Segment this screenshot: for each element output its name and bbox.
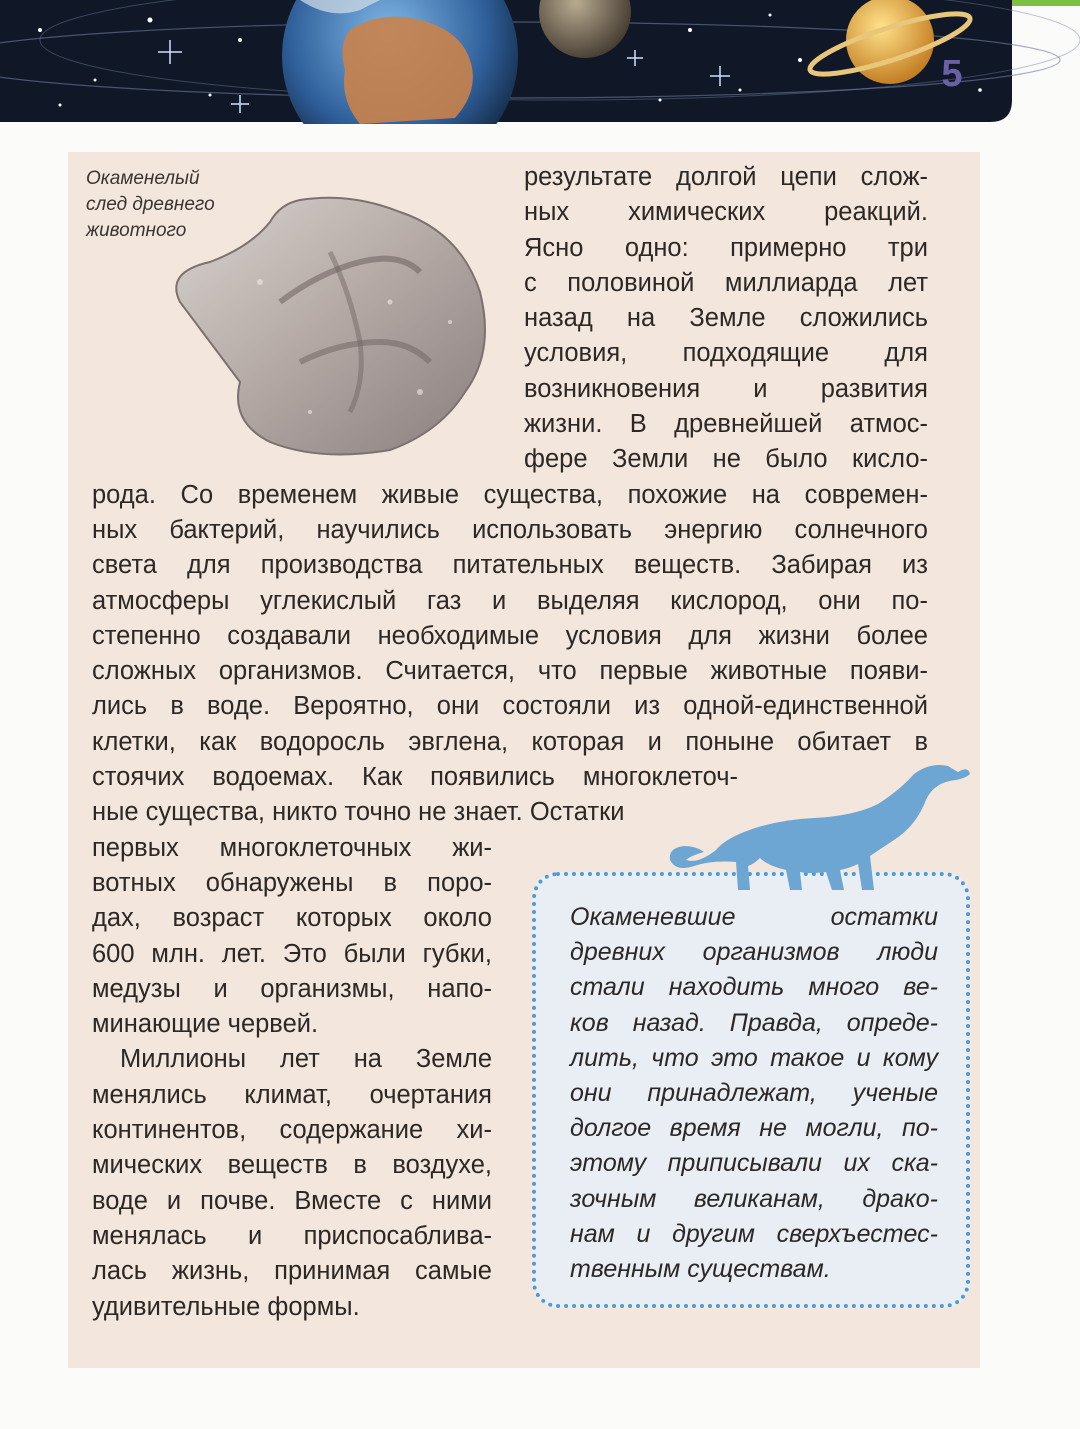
info-line: лить, что это такое и кому [570,1043,938,1072]
text-line: атмосферы углекислый газ и выделяя кислород, они по- [92,586,928,615]
info-line: нам и другим сверхъестес- [570,1219,938,1248]
caption-line: животного [86,220,187,241]
text-line: ные существа, никто точно не знает. Остатки [92,798,625,827]
info-line: долгое время не могли, по- [570,1114,938,1143]
text-line: вотных обнаружены в поро- [92,868,492,897]
text-line: назад на Земле сложились [524,304,928,333]
text-line: клетки, как водоросль эвглена, которая и поныне обитает в [92,727,928,756]
text-line: воде и почве. Вместе с ними [92,1186,492,1215]
text-line: Ясно одно: примерно три [524,233,928,262]
page-number: 5 [941,53,963,95]
text-line: ных химических реакций. [524,198,928,227]
text-line: мических веществ в воздухе, [92,1151,492,1180]
text-line: условия, подходящие для [524,339,928,368]
text-line: 600 млн. лет. Это были губки, [92,939,492,968]
text-line: света для производства питательных веществ. Забирая из [92,551,928,580]
caption-line: Окаменелый [86,168,200,189]
caption-line: след древнего [86,194,215,215]
info-line: твенным существам. [570,1254,831,1283]
text-line: сложных организмов. Считается, что первые животные появи- [92,657,928,686]
fossil-footprint-image [160,192,500,462]
text-line: минающие червей. [92,1010,319,1039]
text-line: ных бактерий, научились использовать энергию солнечного [92,515,928,544]
info-line: древних организмов люди [570,938,938,967]
info-line: зочным великанам, драко- [570,1184,938,1213]
info-box [532,872,970,1308]
text-line: жизни. В древнейшей атмос- [524,410,928,439]
info-line: Окаменевшие остатки [570,903,938,931]
text-line: степенно создавали необходимые условия для жизни более [92,621,928,650]
info-line: ков назад. Правда, опреде- [570,1008,938,1037]
text-line: менялась и приспосаблива- [92,1221,492,1250]
text-line: первых многоклеточных жи- [92,833,492,862]
text-line: с половиной миллиарда лет [524,268,928,297]
text-line: стоячих водоемах. Как появились многоклеточ- [92,763,738,792]
text-line: фере Земли не было кисло- [524,445,928,474]
text-line: континентов, содержание хи- [92,1116,492,1145]
info-line: стали находить много ве- [570,973,938,1002]
text-line: результате долгой цепи слож- [524,163,928,191]
space-banner-illustration [0,0,1080,124]
dinosaur-silhouette-icon [664,760,974,900]
info-box-text [570,900,938,1287]
text-left-column [92,831,492,1325]
text-line: удивительные формы. [92,1292,360,1321]
info-line: они принадлежат, ученые [570,1078,938,1107]
text-line: Миллионы лет на Земле [120,1045,492,1074]
text-line: возникновения и развития [524,374,928,403]
text-line: медузы и организмы, напо- [92,974,492,1003]
text-line: лась жизнь, принимая самые [92,1257,492,1286]
text-line: менялись климат, очертания [92,1080,492,1109]
text-line: рода. Со временем живые существа, похожие на современ- [92,480,928,509]
text-line: дах, возраст которых около [92,904,492,933]
info-line: этому приписывали их ска- [570,1149,938,1178]
text-top-right [524,160,928,478]
text-line: лись в воде. Вероятно, они состояли из одной-единственной [92,692,928,721]
